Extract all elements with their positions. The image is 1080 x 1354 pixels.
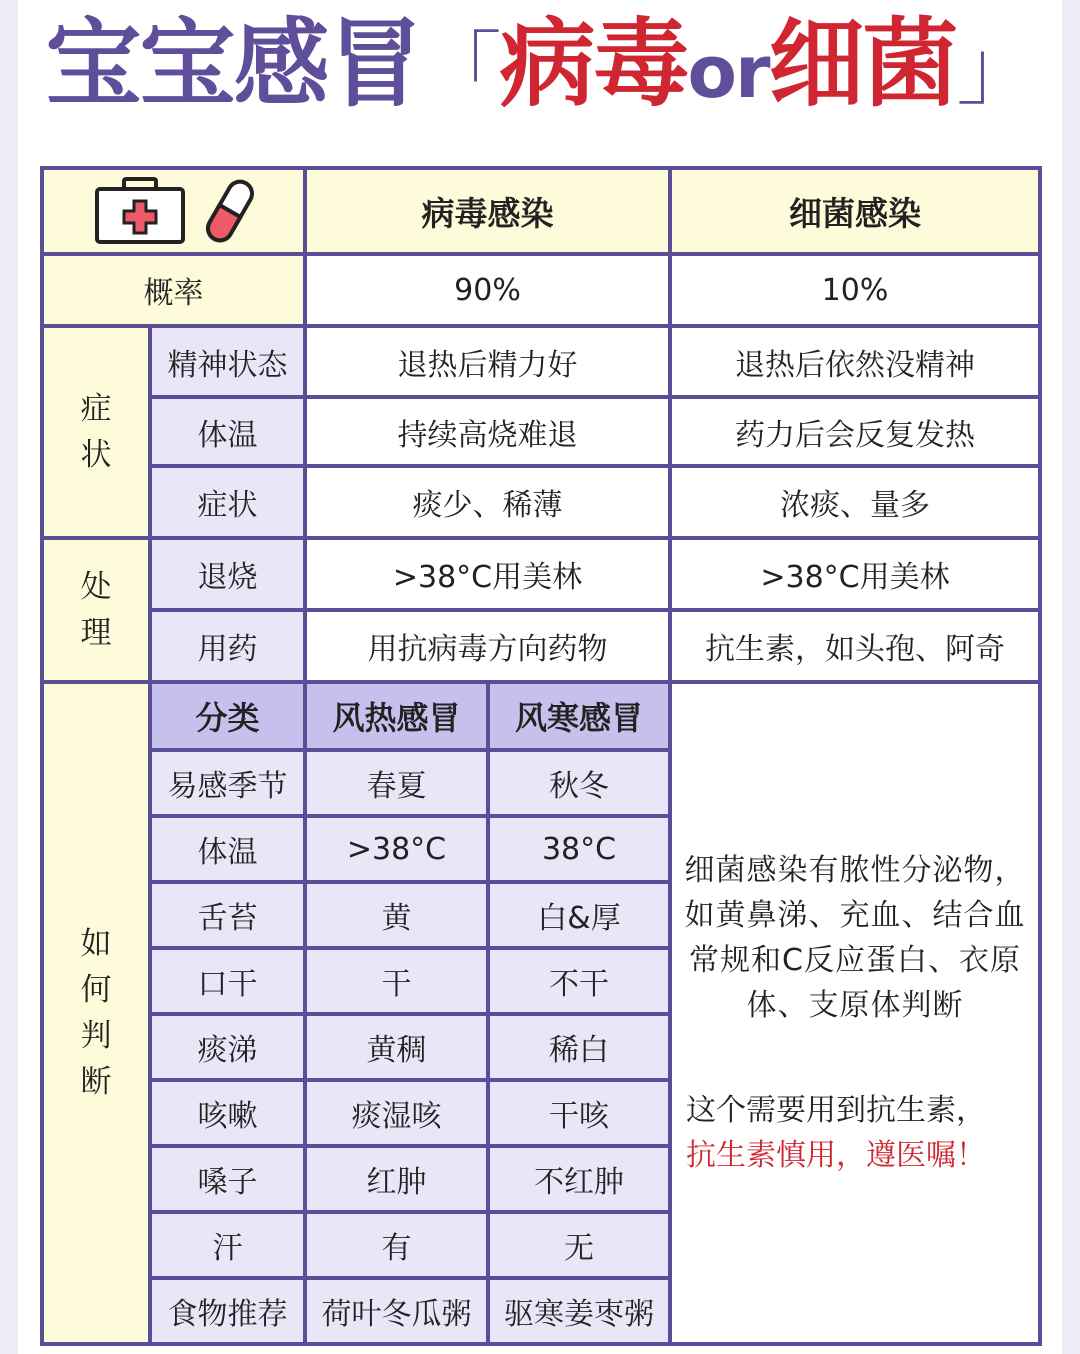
probability-row [42,254,1040,326]
probability-bacteria: 10% [670,254,1040,326]
wind-heat-cold-header: 风热感冒 [305,682,488,750]
title-part-virus: 病毒 [499,8,688,120]
bacteria-cell: 退热后依然没精神 [670,326,1040,397]
virus-cell: 退热后精力好 [305,326,670,397]
judge-header-row [42,682,1040,750]
antibiotic-need-text: 这个需要用到抗生素， [686,1093,986,1128]
virus-cell: >38°C用美林 [305,538,670,610]
wind-heat-cell: 有 [305,1212,488,1278]
antibiotic-warning-text: 抗生素慎用，遵医嘱！ [686,1138,986,1173]
row-label: 嗓子 [150,1146,305,1212]
wind-cold-cell: 不干 [488,948,670,1014]
first-aid-kit-icon [94,177,186,245]
wind-cold-cell: 不红肿 [488,1146,670,1212]
wind-cold-cell: 无 [488,1212,670,1278]
wind-cold-cell: 白&厚 [488,882,670,948]
bacteria-cell: 抗生素，如头孢、阿奇 [670,610,1040,682]
row-label: 退烧 [150,538,305,610]
row-label: 体温 [150,816,305,882]
row-label: 口干 [150,948,305,1014]
wind-heat-cell: 红肿 [305,1146,488,1212]
antibiotic-note [678,1088,1032,1178]
header-icons-cell [42,168,305,254]
row-label: 咳嗽 [150,1080,305,1146]
wind-heat-cell: 黄 [305,882,488,948]
title-part-or: or [687,30,769,114]
symptoms-group-label: 症状 [42,326,150,538]
row-label: 用药 [150,610,305,682]
bacteria-judge-text: 细菌感染有脓性分泌物，如黄鼻涕、充血、结合血常规和C反应蛋白、衣原体、支原体判断 [684,853,1026,1023]
wind-heat-cell: 荷叶冬瓜粥 [305,1278,488,1344]
wind-heat-cell: >38°C [305,816,488,882]
title-part-bacteria: 细菌 [768,8,957,120]
wind-heat-cell: 春夏 [305,750,488,816]
category-header: 分类 [150,682,305,750]
wind-cold-cell: 驱寒姜枣粥 [488,1278,670,1344]
bacteria-cell: >38°C用美林 [670,538,1040,610]
row-label: 症状 [150,466,305,538]
row-label: 易感季节 [150,750,305,816]
row-label: 体温 [150,397,305,466]
symptom-row [42,326,1040,397]
virus-cell: 痰少、稀薄 [305,466,670,538]
treatment-row [42,538,1040,610]
title-part-baby-cold: 宝宝感冒 [45,8,422,120]
bacteria-cell: 药力后会反复发热 [670,397,1040,466]
table-header-row [42,168,1040,254]
header-virus-infection: 病毒感染 [305,168,670,254]
row-label: 痰涕 [150,1014,305,1080]
row-label: 舌苔 [150,882,305,948]
header-bacteria-infection: 细菌感染 [670,168,1040,254]
title-bracket-close: 」 [956,23,1035,116]
symptom-row [42,397,1040,466]
page-title [0,4,1080,134]
wind-heat-cell: 黄稠 [305,1014,488,1080]
wind-cold-cold-header: 风寒感冒 [488,682,670,750]
wind-cold-cell: 秋冬 [488,750,670,816]
wind-heat-cell: 干 [305,948,488,1014]
symptom-row [42,466,1040,538]
row-label: 精神状态 [150,326,305,397]
virus-cell: 持续高烧难退 [305,397,670,466]
treatment-group-label: 处理 [42,538,150,682]
probability-virus: 90% [305,254,670,326]
comparison-table [40,166,1042,1346]
virus-cell: 用抗病毒方向药物 [305,610,670,682]
wind-cold-cell: 38°C [488,816,670,882]
treatment-row [42,610,1040,682]
pill-capsule-icon [206,176,254,246]
row-label: 食物推荐 [150,1278,305,1344]
bacteria-cell: 浓痰、量多 [670,466,1040,538]
wind-cold-cell: 干咳 [488,1080,670,1146]
bacteria-judge-note [670,682,1040,1344]
judge-group-label: 如何判断 [42,682,150,1344]
row-label: 汗 [150,1212,305,1278]
title-bracket-open: 「 [421,23,500,116]
probability-label: 概率 [42,254,305,326]
wind-heat-cell: 痰湿咳 [305,1080,488,1146]
wind-cold-cell: 稀白 [488,1014,670,1080]
